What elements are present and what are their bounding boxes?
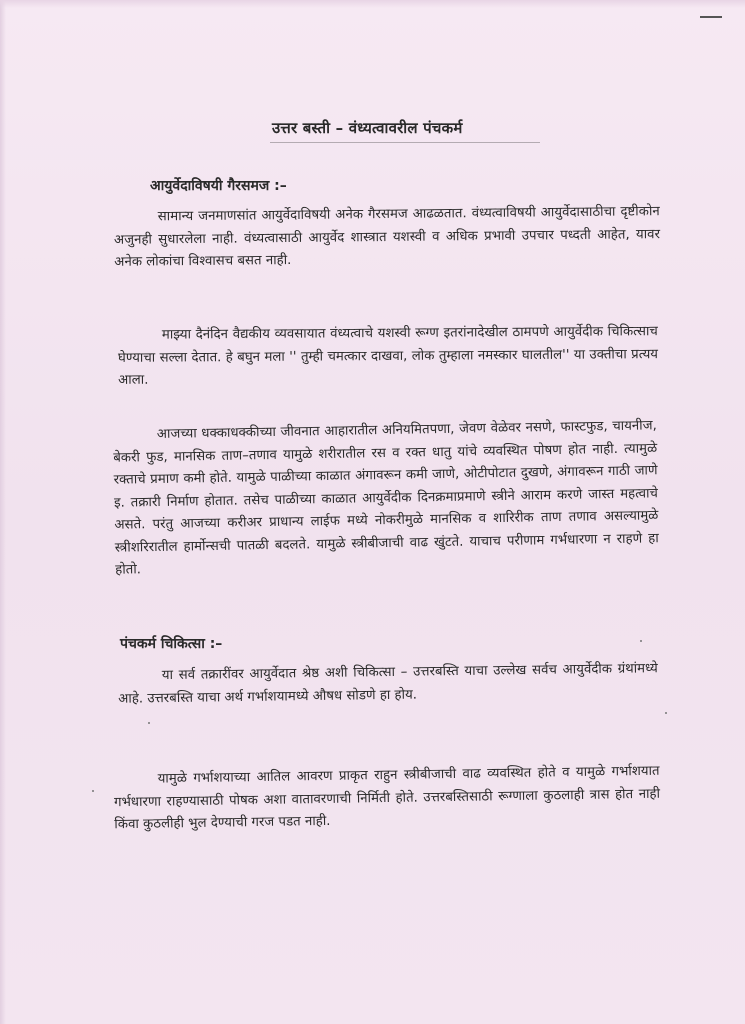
section-heading-misconceptions: आयुर्वेदाविषयी गैरसमज :–	[150, 178, 287, 194]
paragraph-text: सामान्य जनमाणसांत आयुर्वेदाविषयी अनेक गैरसमज आढळतात. वंध्यत्वाविषयी आयुर्वेदासाठीचा दृष्टीकोन अजुनही सुधारलेला नाही. वंध्यत्वासाठी आयुर्वेद शास्त्रात यशस्वी व अधिक प्रभावी उपचार पध्दती आहेत, यावर अनेक लोकांचा विश्वासच बसत नाही.	[113, 204, 661, 270]
paragraph-indent	[118, 679, 162, 680]
paragraph-misconceptions-2	[118, 321, 658, 392]
paragraph-misconceptions-1	[114, 201, 661, 274]
page-edge-shadow	[0, 0, 6, 1024]
scan-speckle	[640, 640, 642, 642]
document-title: उत्तर बस्ती – वंध्यत्वावरील पंचकर्म	[272, 119, 463, 137]
paragraph-text: यामुळे गर्भाशयाच्या आतिल आवरण प्राकृत राहुन स्त्रीबीजाची वाढ व्यवस्थित होते व यामुळे गर्भाशयात गर्भधारणा राहण्यासाठी पोषक अशा वातावरणाची निर्मिती होते. उत्तरबस्तिसाठी रूग्णाला कुठलाही त्रास होत नाही किंवा कुठलीही भुल देण्याची गरज पडत नाही.	[113, 763, 661, 833]
page-top-shadow	[0, 0, 745, 8]
paragraph-indent	[113, 438, 157, 439]
scan-speckle	[148, 722, 150, 724]
paragraph-text: माझ्या दैनंदिन वैद्यकीय व्यवसायात वंध्यत्वाचे यशस्वी रूग्ण इतरांनादेखील ठामपणे आयुर्वेदीक चिकित्साच घेण्याचा सल्ला देतात. हे बघुन मला '' तुम्ही चमत्कार दाखवा, लोक तुम्हाला नमस्कार घालतील'' या उक्तीचा प्रत्यय आला.	[117, 324, 659, 388]
paragraph-misconceptions-3	[113, 415, 660, 582]
paragraph-panchakarma-1	[118, 658, 659, 711]
title-underline	[270, 142, 540, 143]
paragraph-panchakarma-2	[114, 761, 661, 837]
scan-speckle	[665, 712, 667, 714]
paragraph-indent	[114, 783, 158, 784]
section-heading-panchakarma: पंचकर्म चिकित्सा :–	[120, 636, 223, 652]
corner-mark	[700, 16, 722, 18]
scan-speckle	[92, 790, 94, 792]
paragraph-text: आजच्या धक्काधक्कीच्या जीवनात आहारातील अनियमितपणा, जेवण वेळेवर नसणे, फास्टफुड, चायनीज, बेकरी फुड, मानसिक ताण–तणाव यामुळे शरीरातील रस व रक्त धातु यांचे व्यवस्थित पोषण होत नाही. त्यामुळे रक्ताचे प्रमाण कमी होते. यामुळे पाळीच्या काळात अंगावरून कमी जाणे, ओटीपोटात दुखणे, अंगावरून गाठी जाणे इ. तक्रारी निर्माण होतात. तसेच पाळीच्या काळात आयुर्वेदीक दिनक्रमाप्रमाणे स्त्रीने आराम करणे जास्त महत्वाचे असते. परंतु आजच्या करीअर प्राधान्य लाईफ मध्ये नोकरीमुळे मानसिक व शारिरीक ताण तणाव असल्यामुळे स्त्रीशरिरातील हार्मोन्सची पातळी बदलते. यामुळे स्त्रीबीजाची वाढ खुंटते. याचाच परीणाम गर्भधारणा न राहणे हा होतो.	[113, 418, 659, 578]
paragraph-text: या सर्व तक्रारींवर आयुर्वेदात श्रेष्ठ अशी चिकित्सा – उत्तरबस्ति याचा उल्लेख सर्वच आयुर्वेदीक ग्रंथांमध्ये आहे. उत्तरबस्ति याचा अर्थ गर्भाशयामध्ये औषध सोडणे हा होय.	[118, 661, 658, 707]
